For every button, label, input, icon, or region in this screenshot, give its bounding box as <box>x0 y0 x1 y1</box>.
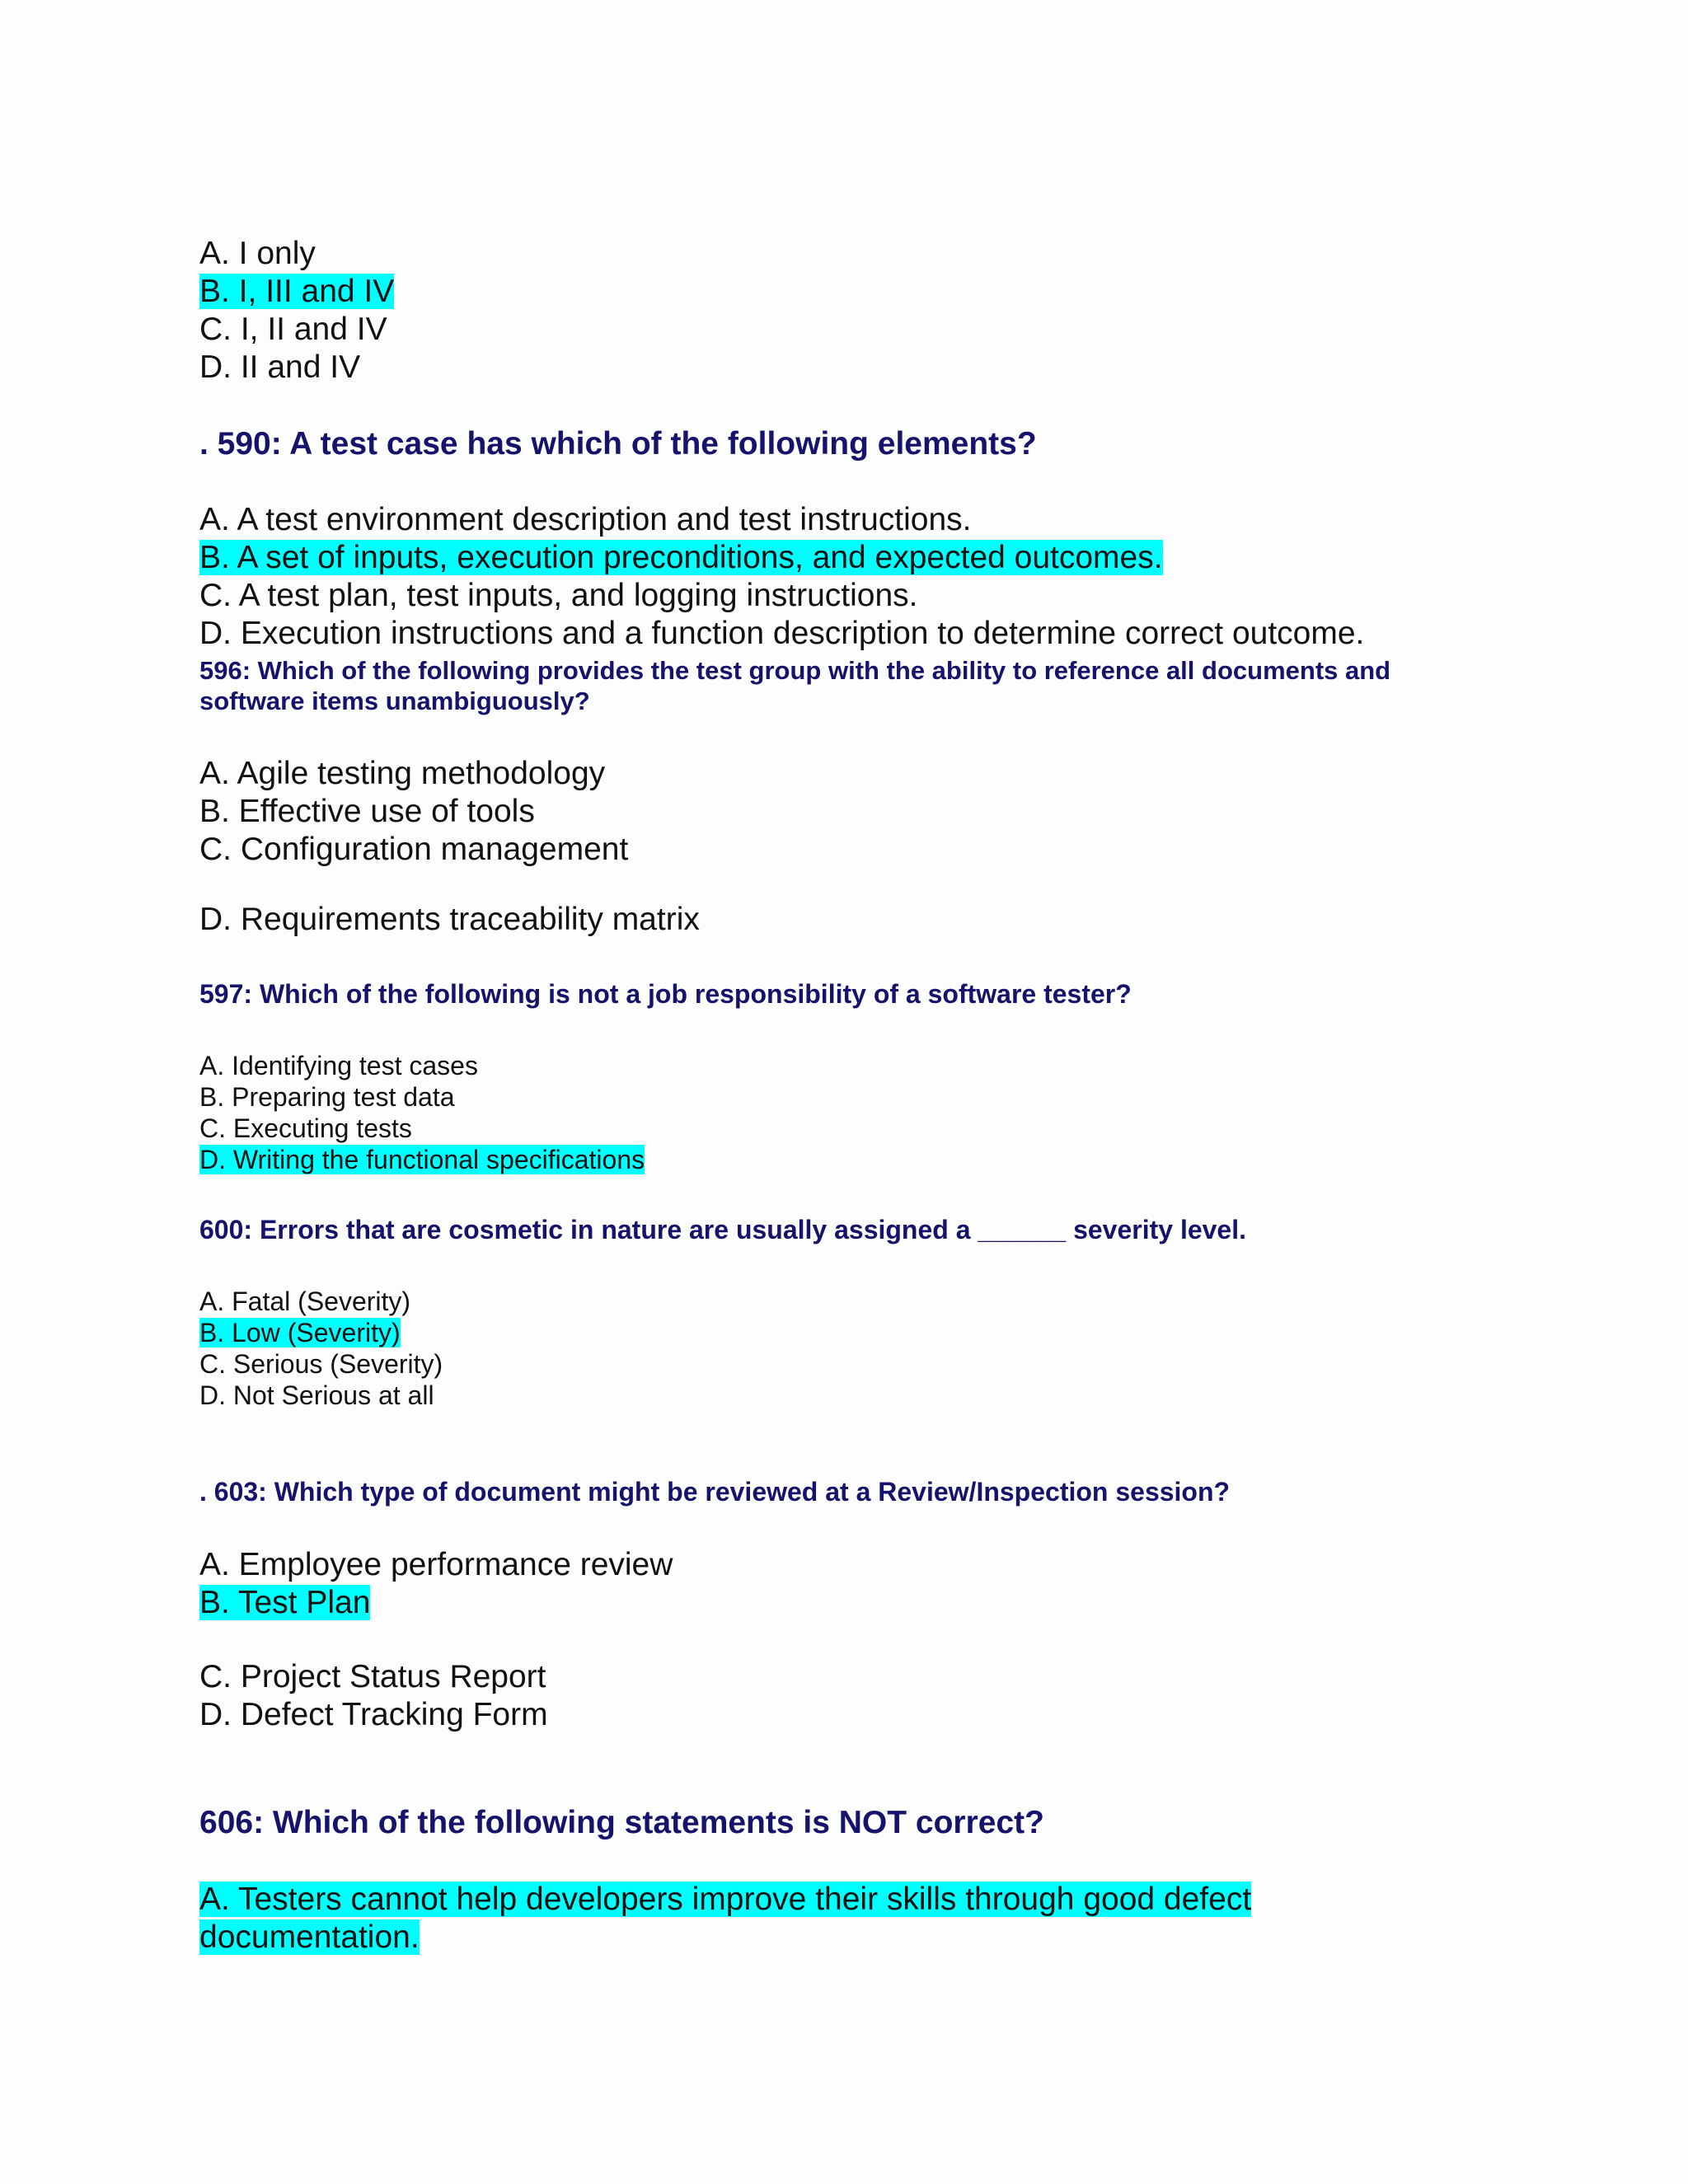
q589-option-b-highlight: B. I, III and IV <box>199 274 395 309</box>
q589-option-c: C. I, II and IV <box>199 312 387 347</box>
q590-option-c: C. A test plan, test inputs, and logging instructions. <box>199 578 918 613</box>
q597-option-a: A. Identifying test cases <box>199 1051 478 1080</box>
q600-question: 600: Errors that are cosmetic in nature are usually assigned a ______ severity level. <box>199 1215 1246 1244</box>
q603-option-d: D. Defect Tracking Form <box>199 1697 548 1732</box>
q589-option-b <box>199 274 394 311</box>
q590-option-a: A. A test environment description and test instructions. <box>199 502 972 537</box>
q596-option-d: D. Requirements traceability matrix <box>199 902 700 937</box>
q596-option-b: B. Effective use of tools <box>199 794 535 829</box>
q600-option-c: C. Serious (Severity) <box>199 1349 443 1379</box>
q597-question: 597: Which of the following is not a job responsibility of a software tester? <box>199 979 1132 1009</box>
q590-option-d: D. Execution instructions and a function description to determine correct outcome. <box>199 616 1365 651</box>
q603-option-b-highlight: B. Test Plan <box>199 1585 371 1620</box>
q603-option-a: A. Employee performance review <box>199 1547 673 1582</box>
q596-question: 596: Which of the following provides the test group with the ability to reference all documents and software items unambiguously? <box>199 656 1391 716</box>
q606-question: 606: Which of the following statements is NOT correct? <box>199 1805 1044 1840</box>
q597-option-d-highlight: D. Writing the functional specifications <box>199 1145 645 1174</box>
q597-option-d <box>199 1145 645 1175</box>
q590-option-b-highlight: B. A set of inputs, execution preconditions, and expected outcomes. <box>199 540 1163 575</box>
q603-option-b <box>199 1585 370 1622</box>
q603-question: . 603: Which type of document might be reviewed at a Review/Inspection session? <box>199 1477 1231 1507</box>
q590-question: . 590: A test case has which of the following elements? <box>199 426 1037 462</box>
q589-option-d: D. II and IV <box>199 349 361 385</box>
q589-option-a: A. I only <box>199 236 316 271</box>
q606-option-a <box>199 1881 1337 1957</box>
q600-option-b <box>199 1318 401 1348</box>
q590-option-b <box>199 540 1163 577</box>
q600-option-a: A. Fatal (Severity) <box>199 1286 411 1316</box>
q596-option-a: A. Agile testing methodology <box>199 756 606 791</box>
q596-option-c: C. Configuration management <box>199 832 629 867</box>
q600-option-d: D. Not Serious at all <box>199 1380 434 1410</box>
q597-option-c: C. Executing tests <box>199 1113 412 1143</box>
q597-option-b: B. Preparing test data <box>199 1082 455 1112</box>
q600-option-b-highlight: B. Low (Severity) <box>199 1318 401 1347</box>
q606-option-a-highlight: A. Testers cannot help developers improve their skills through good defect documentation. <box>199 1882 1252 1955</box>
q603-option-c: C. Project Status Report <box>199 1659 546 1694</box>
